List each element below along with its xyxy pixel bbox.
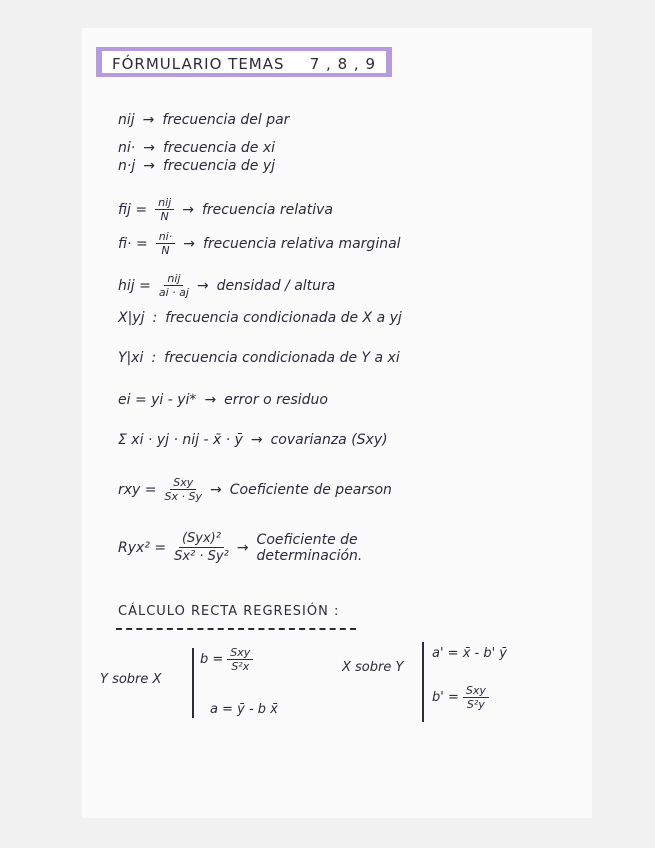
separator: →: [250, 432, 263, 448]
separator: →: [143, 158, 155, 174]
formula: n·j: [118, 158, 136, 174]
formula-line: [118, 196, 333, 223]
formula-line: [118, 476, 392, 503]
page-title: [96, 47, 392, 77]
regression-heading: CÁLCULO RECTA REGRESIÓN :: [118, 604, 340, 619]
formula: Y|xi: [118, 350, 144, 366]
separator: →: [183, 235, 195, 252]
title-label: FÓRMULARIO TEMAS: [112, 55, 285, 73]
formula-line: [118, 158, 275, 174]
formula-line: [118, 432, 388, 448]
separator: →: [182, 201, 194, 218]
y-on-x-label: Y sobre X: [100, 672, 162, 687]
formula: hij =: [118, 277, 151, 294]
description: frecuencia relativa marginal: [202, 235, 401, 252]
separator: →: [236, 539, 249, 556]
description: frecuencia condicionada de Y a xi: [164, 350, 400, 366]
formula: nij: [118, 112, 135, 128]
fraction: $\frac{\text{nij}}{N}$: [155, 196, 174, 223]
formula: ni·: [118, 140, 136, 156]
formula-line: [118, 230, 401, 257]
separator: →: [143, 140, 155, 156]
description: frecuencia de yj: [162, 158, 276, 174]
formula: Σ xi · yj · nij - x̄ · ȳ: [118, 432, 243, 448]
description: frecuencia de xi: [162, 140, 276, 156]
fraction: $\frac{\text{Sxy}}{Sx \cdot Sy}$: [164, 476, 202, 503]
formula-line: [118, 310, 402, 326]
description: Coeficiente de pearson: [229, 481, 392, 498]
x-on-y-b: b' = $\frac{\text{Sxy}}{\text{S²y}}$: [432, 684, 489, 711]
separator: :: [151, 350, 157, 366]
separator: →: [142, 112, 155, 128]
formula-line: [118, 140, 275, 156]
formula: fi· =: [118, 235, 148, 252]
dashed-underline: [116, 628, 356, 630]
formula-line: [118, 272, 335, 299]
y-on-x-a: a = ȳ - b x̄: [210, 702, 278, 717]
y-on-x-b: b = $\frac{\text{Sxy}}{\text{S²x}}$: [200, 646, 253, 673]
x-on-y-label: X sobre Y: [342, 660, 404, 675]
formula: fij =: [118, 201, 148, 218]
fraction: $\frac{\text{nij}}{ai \cdot aj}$: [158, 272, 189, 299]
description: error o residuo: [224, 392, 328, 408]
formula: ei = yi - yi*: [118, 392, 197, 408]
formula-line: [118, 350, 400, 366]
description: covarianza (Sxy): [270, 432, 388, 448]
x-on-y-a: a' = x̄ - b' ȳ: [432, 646, 507, 661]
title-topics: 7 , 8 , 9: [309, 55, 376, 73]
description: frecuencia del par: [162, 112, 290, 128]
separator: →: [204, 392, 217, 408]
formula: Ryx² =: [118, 539, 167, 556]
formula: rxy =: [118, 481, 157, 498]
description: Coeficiente de determinación.: [256, 531, 363, 564]
description: frecuencia condicionada de X a yj: [165, 310, 402, 326]
separator: →: [196, 277, 209, 294]
separator: :: [152, 310, 158, 326]
separator: →: [210, 481, 222, 498]
formula-line: [118, 392, 328, 408]
description: densidad / altura: [216, 277, 336, 294]
description: frecuencia relativa: [201, 201, 334, 218]
brace-x-on-y: [422, 642, 424, 722]
formula-line: [118, 530, 362, 565]
fraction: $\frac{ni\cdot}{N}$: [156, 230, 176, 257]
fraction: $\frac{\text{(Syx)²}}{\text{Sx² · Sy²}}$: [174, 531, 229, 564]
formula-line: [118, 112, 289, 128]
formula: X|yj: [118, 310, 145, 326]
brace-y-on-x: [192, 648, 194, 718]
